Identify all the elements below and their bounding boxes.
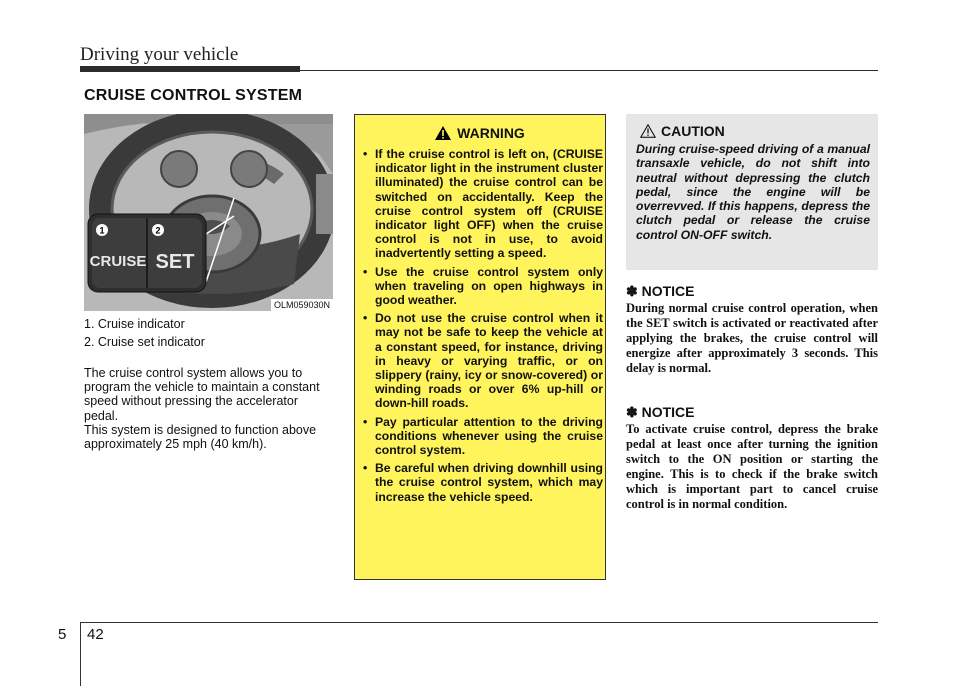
caution-text: During cruise-speed driving of a manual transaxle vehicle, do not shift into neutral without depressing the clutch pedal, since the engine will be overrevved. If this happens, depress the clutch pedal or release the cruise control ON-OFF switch. — [636, 142, 870, 242]
page-header-title: Driving your vehicle — [80, 44, 239, 65]
notice-heading-2: ✽ NOTICE — [626, 404, 695, 420]
warning-item: • Do not use the cruise control when it may not be safe to keep the vehicle at a constant speed, for instance, driving in heavy or varying traffic, or on slippery (rainy, icy or snow-covered) or winding roads or over 6% up-hill or down-hill roads. — [363, 311, 603, 410]
warning-item: • Use the cruise control system only when traveling on open highways in good weather. — [363, 265, 603, 308]
warning-item: • Be careful when driving downhill using the cruise control system, which may increase the vehicle speed. — [363, 461, 603, 504]
section-title: CRUISE CONTROL SYSTEM — [84, 87, 303, 104]
warning-title: WARNING — [457, 125, 525, 141]
chapter-number: 5 — [58, 626, 67, 643]
caution-box — [626, 114, 878, 270]
steering-wheel-illustration — [84, 114, 333, 311]
header-bar — [80, 66, 300, 72]
warning-triangle-icon — [435, 126, 451, 143]
body-paragraph-1: The cruise control system allows you to program the vehicle to maintain a constant speed without pressing the accelerator pedal. — [84, 366, 320, 423]
notice-text-1: During normal cruise control operation, when the SET switch is activated or reactivated after applying the brakes, the cruise control will energize after approximately 3 seconds. This delay is normal. — [626, 301, 878, 376]
notice-text-2: To activate cruise control, depress the brake pedal at least once after turning the ignition switch to the ON position or starting the engine. This is to check if the brake switch which is important part to cancel cruise control is in normal condition. — [626, 422, 878, 512]
caption-cruise-set-indicator: 2. Cruise set indicator — [84, 335, 205, 349]
cruise-button-label: CRUISE — [89, 253, 147, 270]
caution-heading — [640, 123, 725, 141]
notice-heading-1: ✽ NOTICE — [626, 283, 695, 299]
caution-title: CAUTION — [661, 123, 725, 139]
figure-code: OLM059030N — [271, 299, 333, 311]
footer-rule — [80, 622, 878, 623]
indicator-1-number: 1 — [99, 225, 105, 236]
warning-item: • Pay particular attention to the driving conditions whenever using the cruise control system. — [363, 415, 603, 458]
steering-wheel-figure — [84, 114, 333, 311]
warning-heading — [355, 125, 605, 143]
warning-box — [354, 114, 606, 580]
page-number: 42 — [87, 626, 104, 643]
warning-list — [363, 147, 603, 508]
indicator-2-number: 2 — [155, 225, 161, 236]
set-button-label: SET — [155, 251, 195, 273]
caution-triangle-icon — [640, 124, 656, 141]
caption-cruise-indicator: 1. Cruise indicator — [84, 317, 185, 331]
warning-item: • If the cruise control is left on, (CRUISE indicator light in the instrument cluster illuminated) the cruise control can be switched on accidentally. Keep the cruise control system off (CRUISE indicator light OFF) when the cruise control is not in use, to avoid inadvertently setting a speed. — [363, 147, 603, 261]
body-paragraph-2: This system is designed to function above approximately 25 mph (40 km/h). — [84, 423, 317, 452]
header-rule — [300, 70, 878, 71]
footer-tick — [80, 622, 81, 686]
